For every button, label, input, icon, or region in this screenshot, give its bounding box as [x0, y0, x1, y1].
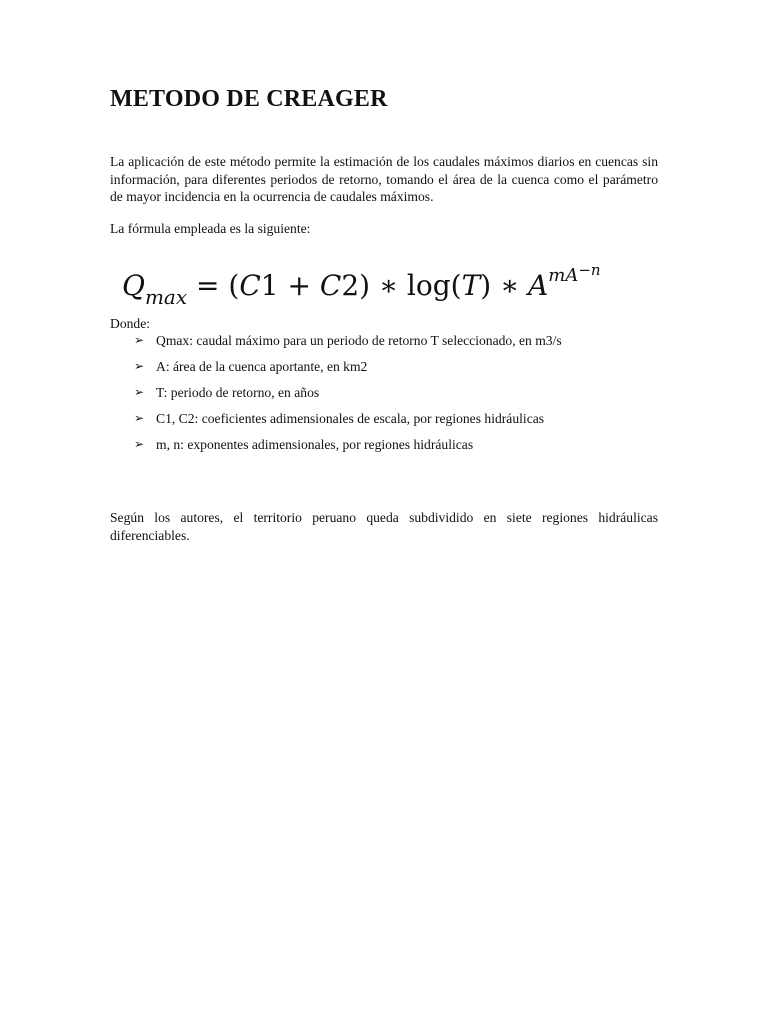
closing-paragraph: Según los autores, el territorio peruano queda subdividido en siete regiones hidráulicas diferenciables. [110, 510, 658, 543]
creager-formula [122, 250, 601, 317]
arrowhead-bullet-icon: ➢ [134, 333, 145, 347]
list-item-text: T: periodo de retorno, en años [156, 385, 320, 400]
formula-part2: ) ∗ log( [359, 269, 462, 302]
list-item-text: C1, C2: coeficientes adimensionales de escala, por regiones hidráulicas [156, 411, 545, 426]
list-item [134, 384, 562, 410]
formula-one: 1 [260, 269, 279, 302]
list-item [134, 410, 562, 436]
formula-part3: ) ∗ [480, 269, 529, 302]
formula-q-sub: max [144, 285, 188, 309]
list-item-text: A: área de la cuenca aportante, en km2 [156, 359, 368, 374]
list-item [134, 332, 562, 358]
document-title: METODO DE CREAGER [110, 86, 388, 112]
formula-intro: La fórmula empleada es la siguiente: [110, 221, 311, 236]
formula-exp: mA [548, 265, 579, 286]
list-item-text: Qmax: caudal máximo para un periodo de retorno T seleccionado, en m3/s [156, 333, 562, 348]
variable-list [134, 332, 562, 462]
formula-q: Q [122, 269, 145, 302]
formula-part1: ( [228, 269, 240, 302]
arrowhead-bullet-icon: ➢ [134, 411, 145, 425]
formula-two: 2 [341, 269, 360, 302]
list-item-text: m, n: exponentes adimensionales, por regiones hidráulicas [156, 437, 474, 452]
formula-t: T [461, 269, 481, 302]
formula-plus: + [278, 269, 320, 302]
formula-equals: = [187, 269, 229, 302]
arrowhead-bullet-icon: ➢ [134, 437, 145, 451]
intro-paragraph: La aplicación de este método permite la estimación de los caudales máximos diarios en cuencas sin información, para diferentes periodos de retorno, tomando el área de la cuenca como el parámetro de mayor incidencia en la ocurrencia de caudales máximos. [110, 154, 658, 204]
list-item [134, 358, 562, 384]
formula-a: A [528, 269, 549, 302]
formula-exponent [548, 261, 601, 286]
formula-c2: C [319, 269, 342, 302]
list-item [134, 436, 562, 462]
arrowhead-bullet-icon: ➢ [134, 359, 145, 373]
arrowhead-bullet-icon: ➢ [134, 385, 145, 399]
formula-exp-exp: −n [578, 261, 601, 279]
donde-label: Donde: [110, 316, 151, 331]
formula-c1: C [239, 269, 261, 302]
